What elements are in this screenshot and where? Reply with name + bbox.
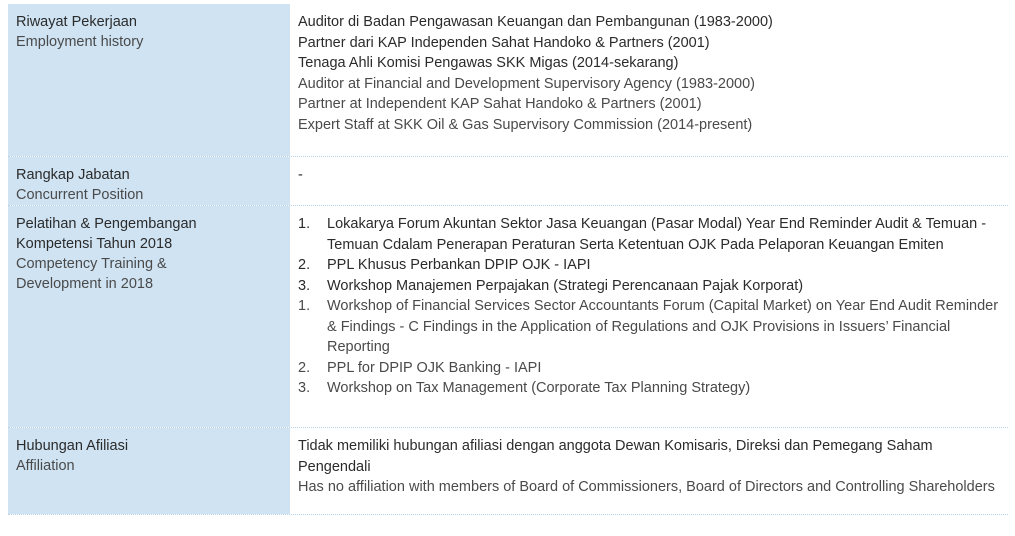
row-concurrent-position [8,157,1008,206]
label-cell [8,428,290,514]
label-english: Employment history [16,34,144,50]
profile-table [8,4,1008,515]
row-competency-training [8,206,1008,428]
row-employment-history [8,4,1008,157]
affiliation-text-indonesian: Tidak memiliki hubungan afiliasi dengan anggota Dewan Komisaris, Direksi dan Pemegang Saham Pengendali [298,438,933,475]
list-number: 3. [298,380,311,396]
list-number: 2. [298,359,311,376]
label-cell [8,4,290,156]
employment-line-en-1: Auditor at Financial and Development Supervisory Agency (1983-2000) [298,75,756,92]
list-number: 1. [298,298,311,314]
list-number: 3. [298,277,311,294]
label-indonesian: Hubungan Afiliasi [16,438,129,454]
employment-line-id-1: Auditor di Badan Pengawasan Keuangan dan Pembangunan (1983-2000) [298,14,773,30]
list-text: PPL for DPIP OJK Banking - IAPI [327,359,542,376]
list-text: Lokakarya Forum Akuntan Sektor Jasa Keuangan (Pasar Modal) Year End Reminder Audit & Temuan - Temuan Cdalam Penerapan Peraturan Serta Ketentuan OJK Pada Pelaporan Keuangan Emiten [327,216,987,253]
list-text: Workshop on Tax Management (Corporate Tax Planning Strategy) [327,380,751,396]
label-cell [8,157,290,205]
concurrent-position-value: - [298,167,303,183]
label-indonesian-1: Pelatihan & Pengembangan [16,216,197,232]
label-indonesian: Rangkap Jabatan [16,167,130,183]
employment-line-en-2: Partner at Independent KAP Sahat Handoko & Partners (2001) [298,96,702,112]
list-item [298,358,1008,379]
employment-line-en-3: Expert Staff at SKK Oil & Gas Supervisory Commission (2014-present) [298,116,753,133]
training-list-indonesian [298,214,1008,296]
list-item [298,255,1008,276]
list-item [298,296,1008,358]
row-affiliation [8,428,1008,515]
value-cell [290,4,1008,156]
list-number: 1. [298,216,311,232]
value-cell [290,206,1008,427]
label-english-1: Competency Training & [16,256,167,272]
value-cell [290,428,1008,514]
label-english-2: Development in 2018 [16,276,154,292]
training-list-english [298,296,1008,399]
label-english: Affiliation [16,458,75,474]
label-cell [8,206,290,427]
label-indonesian: Riwayat Pekerjaan [16,14,137,30]
list-item [298,276,1008,297]
label-indonesian-2: Kompetensi Tahun 2018 [16,236,173,252]
list-text: PPL Khusus Perbankan DPIP OJK - IAPI [327,257,591,273]
list-text: Workshop of Financial Services Sector Accountants Forum (Capital Market) on Year End Audit Reminder & Findings - C Findings in the Application of Regulations and OJK Provisions in Issuers’ Financial Reporting [327,298,999,355]
employment-line-id-3: Tenaga Ahli Komisi Pengawas SKK Migas (2014-sekarang) [298,55,679,71]
value-cell [290,157,1008,205]
affiliation-text-english: Has no affiliation with members of Board of Commissioners, Board of Directors and Controlling Shareholders [298,479,995,495]
list-item [298,214,1008,255]
label-english: Concurrent Position [16,187,144,203]
list-item [298,378,1008,399]
list-text: Workshop Manajemen Perpajakan (Strategi Perencanaan Pajak Korporat) [327,277,804,294]
employment-line-id-2: Partner dari KAP Independen Sahat Handoko & Partners (2001) [298,34,710,51]
list-number: 2. [298,257,311,273]
